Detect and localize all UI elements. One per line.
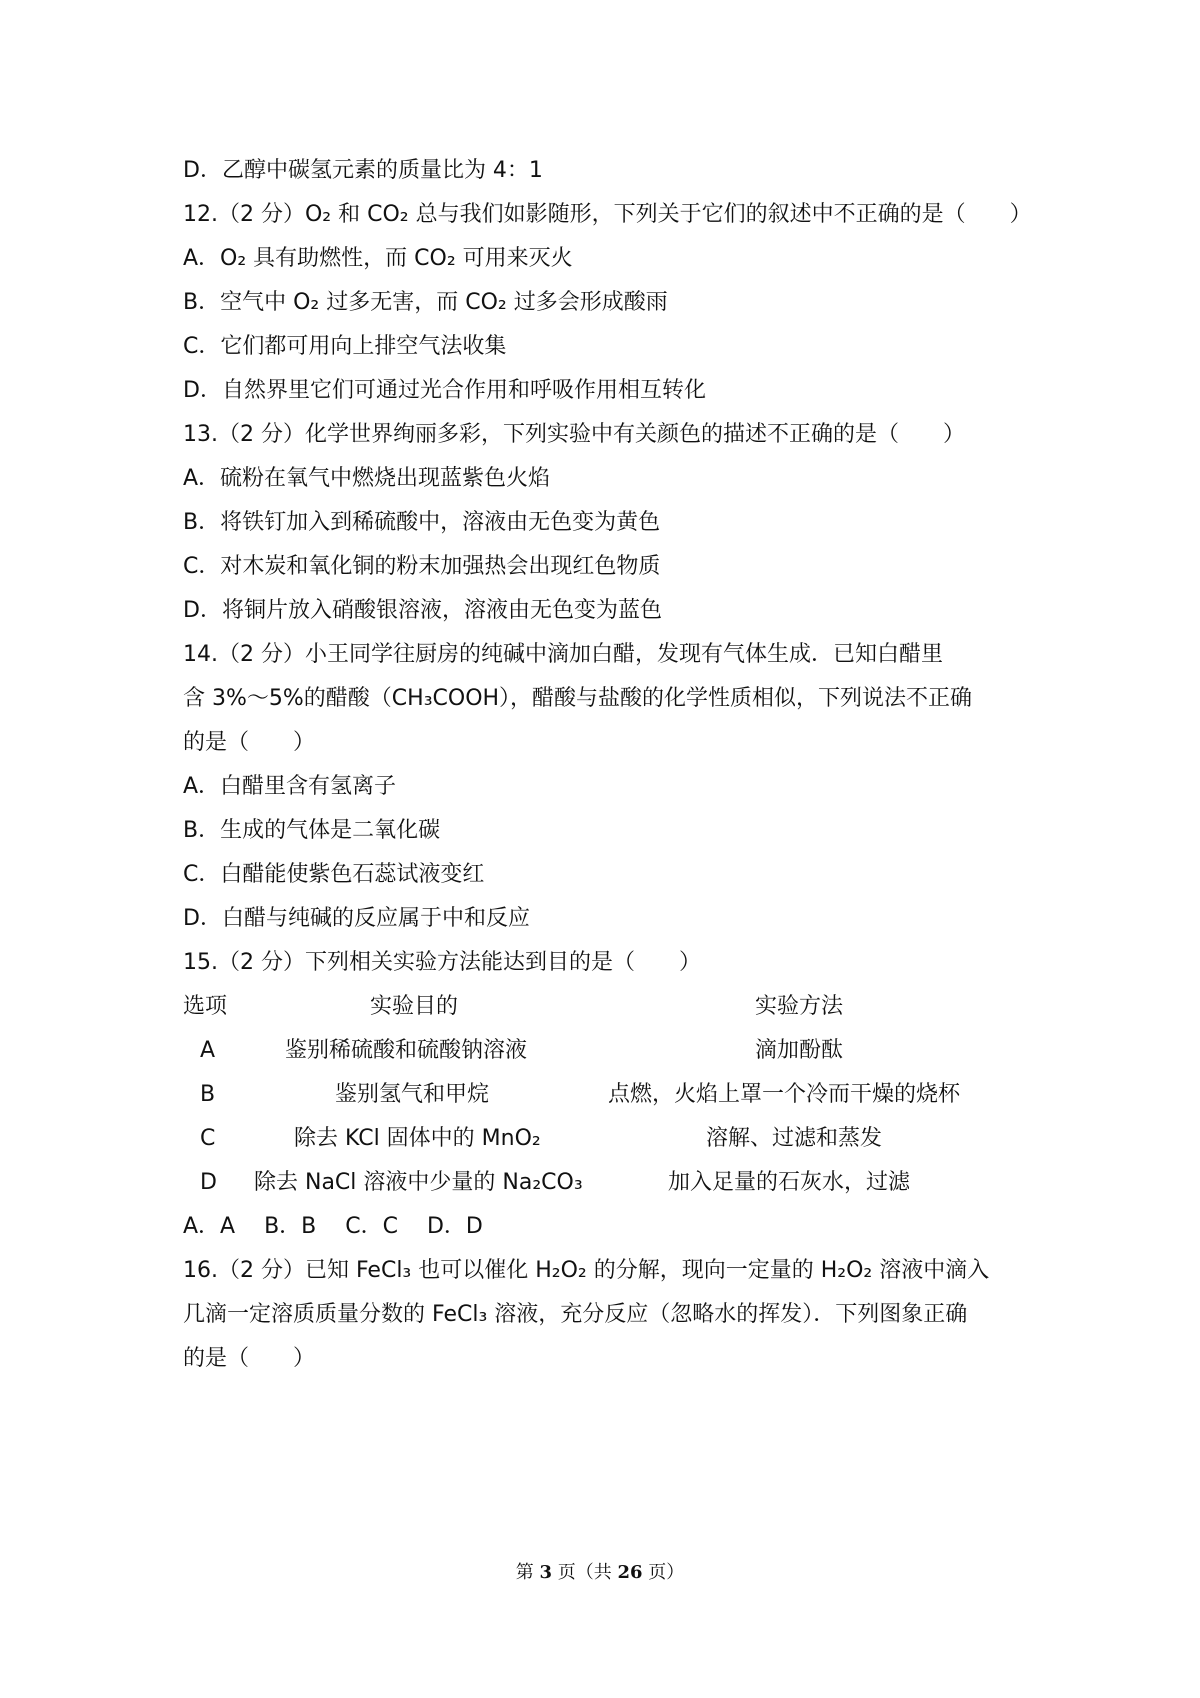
line-5: C．它们都可用向上排空气法收集: [183, 334, 507, 359]
table-row-d-method: 加入足量的石灰水，过滤: [668, 1170, 911, 1195]
line-2: 12.（2 分）O₂ 和 CO₂ 总与我们如影随形，下列关于它们的叙述中不正确的是（ ）: [183, 202, 1032, 227]
line-15: A．白醋里含有氢离子: [183, 774, 397, 799]
line-3: A．O₂ 具有助燃性，而 CO₂ 可用来灭火: [183, 246, 573, 271]
table-row-c-purpose: 除去 KCl 固体中的 MnO₂: [294, 1126, 541, 1151]
page-footer: [0, 1558, 1200, 1584]
table-header-option: 选项: [183, 994, 228, 1019]
table-row-c-method: 溶解、过滤和蒸发: [706, 1126, 883, 1151]
line-21: 16.（2 分）已知 FeCl₃ 也可以催化 H₂O₂ 的分解，现向一定量的 H₂O₂ 溶液中滴入: [183, 1258, 990, 1283]
table-row-b-option: B: [200, 1082, 216, 1107]
table-header-purpose: 实验目的: [370, 994, 459, 1019]
line-11: D．将铜片放入硝酸银溶液，溶液由无色变为蓝色: [183, 598, 662, 623]
line-19: 15.（2 分）下列相关实验方法能达到目的是（ ）: [183, 950, 701, 975]
line-6: D．自然界里它们可通过光合作用和呼吸作用相互转化: [183, 378, 706, 403]
line-22: 几滴一定溶质质量分数的 FeCl₃ 溶液，充分反应（忽略水的挥发）．下列图象正确: [183, 1302, 968, 1327]
line-8: A．硫粉在氧气中燃烧出现蓝紫色火焰: [183, 466, 551, 491]
line-18: D．白醋与纯碱的反应属于中和反应: [183, 906, 530, 931]
footer-middle: 页（共: [552, 1562, 618, 1583]
line-16: B．生成的气体是二氧化碳: [183, 818, 441, 843]
line-7: 13.（2 分）化学世界绚丽多彩，下列实验中有关颜色的描述不正确的是（ ）: [183, 422, 965, 447]
table-header-method: 实验方法: [755, 994, 844, 1019]
table-row-a-option: A: [200, 1038, 216, 1063]
table-row-d-option: D: [200, 1170, 217, 1195]
table-row-d-purpose: 除去 NaCl 溶液中少量的 Na₂CO₃: [254, 1170, 583, 1195]
line-10: C．对木炭和氧化铜的粉末加强热会出现红色物质: [183, 554, 661, 579]
line-4: B．空气中 O₂ 过多无害，而 CO₂ 过多会形成酸雨: [183, 290, 668, 315]
line-9: B．将铁钉加入到稀硫酸中，溶液由无色变为黄色: [183, 510, 661, 535]
table-row-b-method: 点燃，火焰上罩一个冷而干燥的烧杯: [608, 1082, 961, 1107]
line-13: 含 3%～5%的醋酸（CH₃COOH），醋酸与盐酸的化学性质相似，下列说法不正确: [183, 686, 973, 711]
footer-prefix: 第: [515, 1562, 540, 1583]
line-17: C．白醋能使紫色石蕊试液变红: [183, 862, 485, 887]
line-12: 14.（2 分）小王同学往厨房的纯碱中滴加白醋，发现有气体生成．已知白醋里: [183, 642, 943, 667]
table-row-a-method: 滴加酚酞: [755, 1038, 844, 1063]
line-23: 的是（ ）: [183, 1346, 316, 1371]
table-row-b-purpose: 鉴别氢气和甲烷: [335, 1082, 490, 1107]
footer-suffix: 页）: [642, 1562, 685, 1583]
line-1: D．乙醇中碳氢元素的质量比为 4：1: [183, 158, 543, 183]
footer-page-number: 3: [539, 1562, 552, 1583]
table-row-c-option: C: [200, 1126, 216, 1151]
line-14: 的是（ ）: [183, 730, 316, 755]
table-row-a-purpose: 鉴别稀硫酸和硫酸钠溶液: [285, 1038, 528, 1063]
footer-total-pages: 26: [617, 1562, 643, 1583]
answer-choices: A．A B．B C．C D．D: [183, 1214, 483, 1239]
